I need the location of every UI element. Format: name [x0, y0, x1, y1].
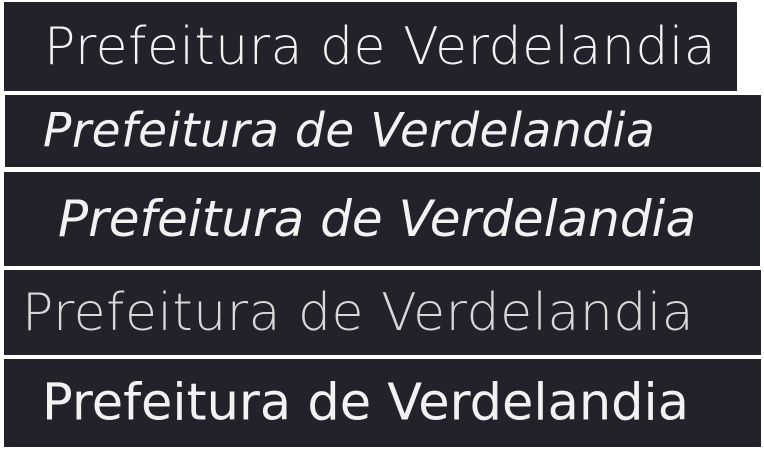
banner-text: Prefeitura de Verdelandia: [43, 103, 656, 159]
banner-italic: [4, 172, 760, 266]
banner-regular: [4, 359, 761, 447]
banner-text: Prefeitura de Verdelandia: [22, 282, 695, 343]
banner-text: Prefeitura de Verdelandia: [58, 190, 697, 248]
banner-thin: [4, 2, 737, 91]
banner-thin-italic: [5, 95, 761, 167]
banner-text: Prefeitura de Verdelandia: [42, 373, 689, 433]
banner-hairline: [4, 270, 761, 355]
banner-text: Prefeitura de Verdelandia: [44, 16, 717, 77]
